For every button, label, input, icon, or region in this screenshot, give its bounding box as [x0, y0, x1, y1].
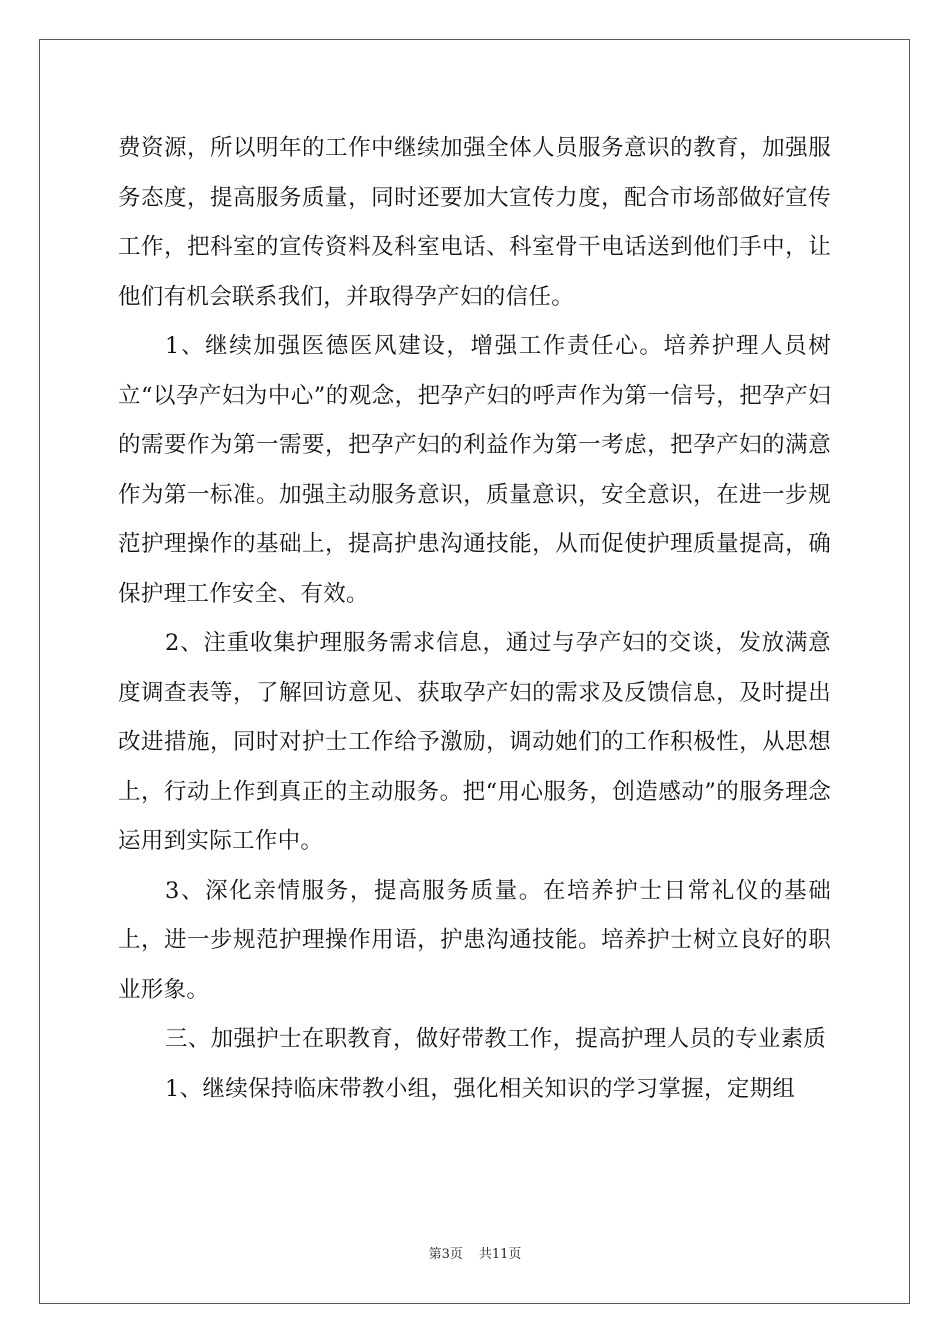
section-heading-3: 三、加强护士在职教育，做好带教工作，提高护理人员的专业素质 — [165, 1026, 827, 1052]
page-number: 第3页 — [428, 1247, 463, 1262]
page-footer — [0, 1247, 950, 1263]
paragraph-continuation: 费资源，所以明年的工作中继续加强全体人员服务意识的教育，加强服务态度，提高服务质量，同时还要加大宣传力度，配合市场部做好宣传工作，把科室的宣传资料及科室电话、科室骨干电话送到他们手中，让他们有机会联系我们，并取得孕产妇的信任。 — [118, 135, 831, 310]
paragraph-section3-item-1: 1、继续保持临床带教小组，强化相关知识的学习掌握，定期组 — [165, 1075, 796, 1102]
paragraph-item-1: 1、继续加强医德医风建设，增强工作责任心。培养护理人员树立“以孕产妇为中心”的观念，把孕产妇的呼声作为第一信号，把孕产妇的需要作为第一需要，把孕产妇的利益作为第一考虑，把孕产妇的满意作为第一标准。加强主动服务意识，质量意识，安全意识，在进一步规范护理操作的基础上，提高护患沟通技能，从而促使护理质量提高，确保护理工作安全、有效。 — [118, 333, 831, 607]
document-body — [118, 124, 831, 1114]
paragraph-item-3: 3、深化亲情服务，提高服务质量。在培养护士日常礼仪的基础上，进一步规范护理操作用语，护患沟通技能。培养护士树立良好的职业形象。 — [118, 877, 831, 1003]
paragraph-item-2: 2、注重收集护理服务需求信息，通过与孕产妇的交谈，发放满意度调查表等，了解回访意见、获取孕产妇的需求及反馈信息，及时提出改进措施，同时对护士工作给予激励，调动她们的工作积极性，从思想上，行动上作到真正的主动服务。把“用心服务，创造感动”的服务理念运用到实际工作中。 — [118, 630, 831, 854]
page-total: 共11页 — [478, 1247, 522, 1262]
